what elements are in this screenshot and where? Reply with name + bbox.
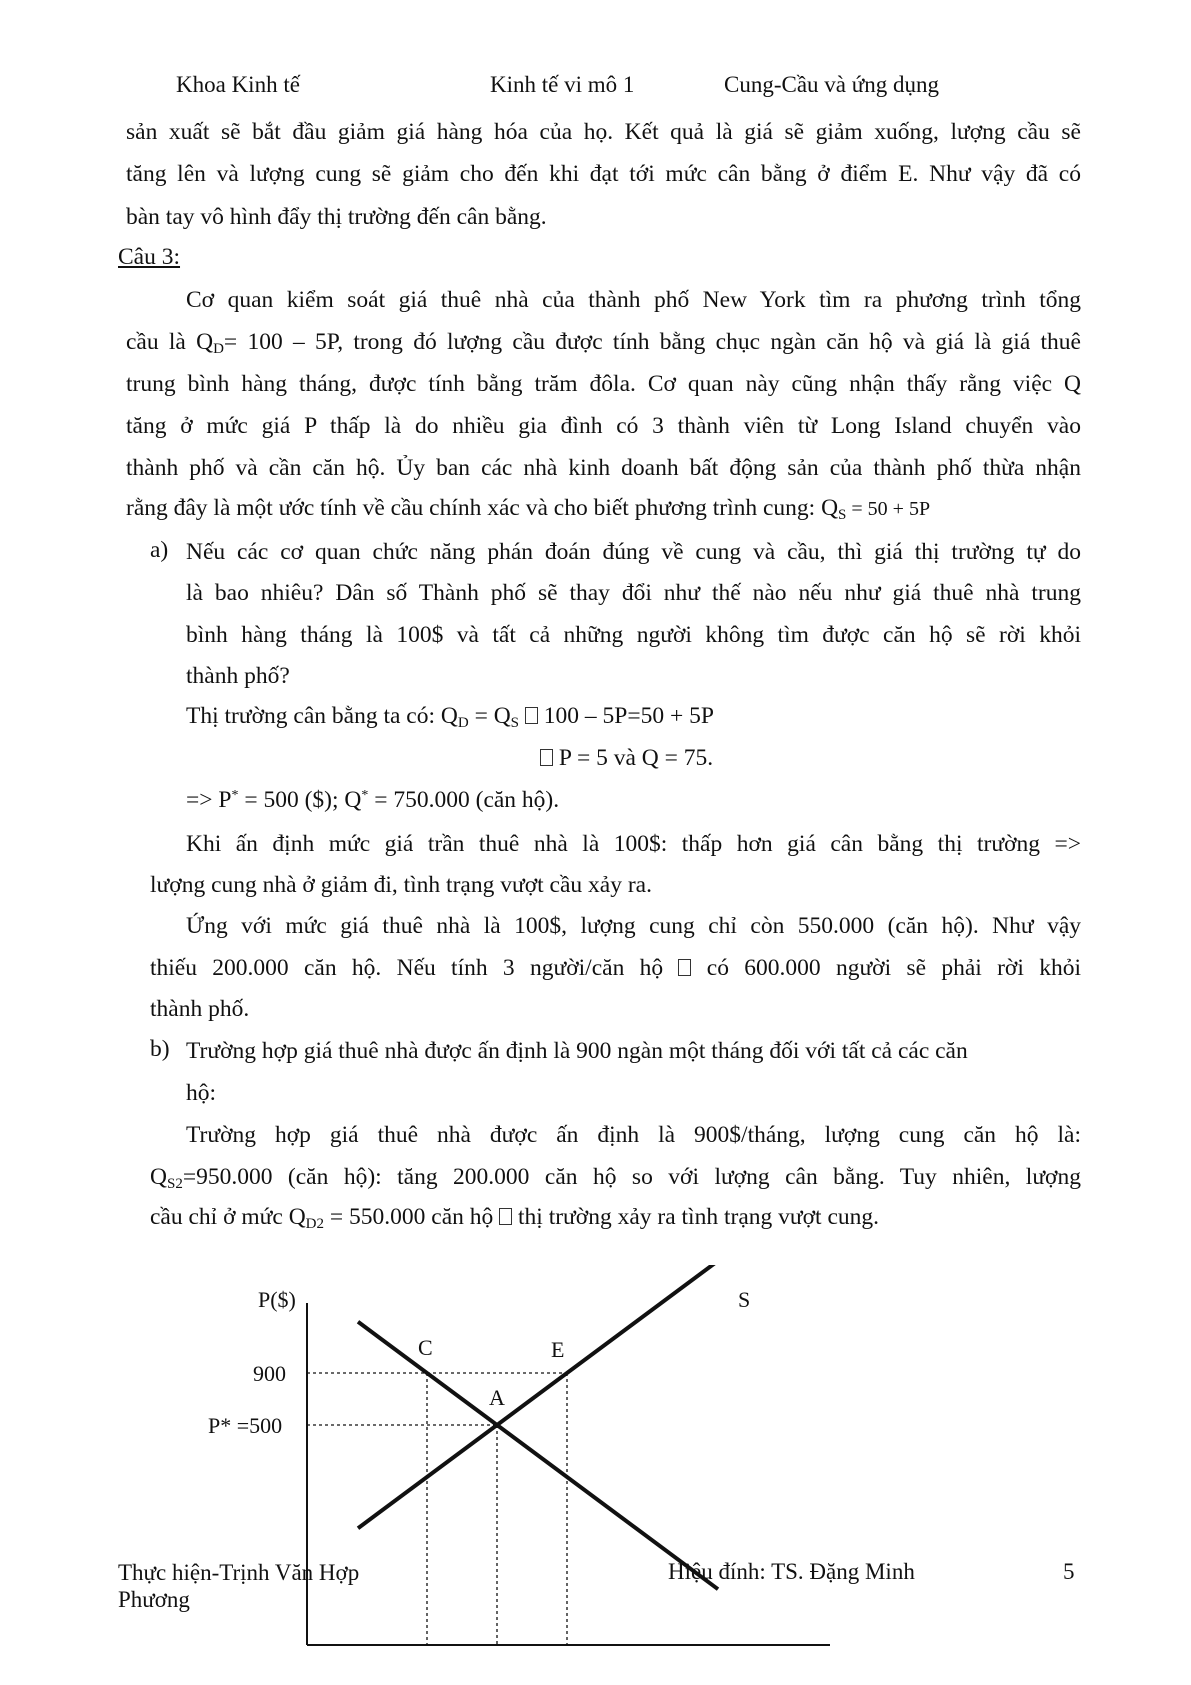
supply-label: S <box>738 1287 751 1312</box>
missing-glyph-box <box>540 749 553 766</box>
footer-author-line-1: Thực hiện-Trịnh Văn Hợp <box>118 1560 360 1585</box>
ceiling-line-5: thành phố. <box>150 996 250 1022</box>
header-center: Kinh tế vi mô 1 <box>490 72 635 97</box>
part-b-question-1: Trường hợp giá thuê nhà được ấn định là 900 ngàn một tháng đối với tất cả các căn <box>186 1038 968 1064</box>
missing-glyph-box <box>499 1208 512 1225</box>
problem-line-4: tăng ở mức giá P thấp là do nhiều gia đình có 3 thành viên từ Long Island chuyển vào <box>126 413 1081 439</box>
equilibrium-result: => P* = 500 ($); Q* = 750.000 (căn hộ). <box>186 787 560 813</box>
missing-glyph-box <box>678 959 691 976</box>
ceiling-line-4: thiếu 200.000 căn hộ. Nếu tính 3 người/căn hộ có 600.000 người sẽ phải rời khỏi <box>150 955 1081 981</box>
part-b-label: b) <box>150 1036 170 1062</box>
problem-line-1: Cơ quan kiểm soát giá thuê nhà của thành phố New York tìm ra phương trình tổng <box>186 287 1081 313</box>
part-b-answer-3: cầu chỉ ở mức $Q_{D2} = 550.000$ căn hộ thị trường xảy ra tình trạng vượt cung. <box>150 1204 879 1232</box>
part-a-label: a) <box>150 537 169 563</box>
ceiling-line-1: Khi ấn định mức giá trần thuê nhà là 100$: thấp hơn giá cân bằng thị trường => <box>186 831 1081 857</box>
question-title: Câu 3: <box>118 244 181 270</box>
demand-curve <box>358 1322 718 1589</box>
y-tick-900: 900 <box>253 1361 286 1386</box>
part-b-answer-1: Trường hợp giá thuê nhà được ấn định là 900$/tháng, lượng cung căn hộ là: <box>186 1122 1081 1148</box>
missing-glyph-box <box>525 707 538 724</box>
footer-author <box>118 1559 359 1613</box>
ceiling-line-3: Ứng với mức giá thuê nhà là 100$, lượng cung chỉ còn 550.000 (căn hộ). Như vậy <box>186 913 1081 939</box>
part-b-question-2: hộ: <box>186 1080 217 1106</box>
intro-line-1: sản xuất sẽ bắt đầu giảm giá hàng hóa của họ. Kết quả là giá sẽ giảm xuống, lượng cầu sẽ <box>126 119 1081 145</box>
ceiling-line-2: lượng cung nhà ở giảm đi, tình trạng vượt cầu xảy ra. <box>150 872 652 898</box>
footer-reviewer: Hiệu đính: TS. Đặng Minh <box>668 1559 915 1584</box>
intro-line-3: bàn tay vô hình đẩy thị trường đến cân bằng. <box>126 204 547 230</box>
point-a-label: A <box>489 1385 505 1410</box>
part-a-question-3: bình hàng tháng là 100$ và tất cả những người không tìm được căn hộ sẽ rời khỏi <box>186 622 1081 648</box>
point-c-label: C <box>418 1335 433 1360</box>
problem-line-6: rằng đây là một ước tính về cầu chính xác và cho biết phương trình cung: $Q_S = 50 + 5P$ <box>126 495 931 523</box>
part-a-question-2: là bao nhiêu? Dân số Thành phố sẽ thay đổi như thế nào nếu như giá thuê nhà trung <box>186 580 1081 606</box>
part-b-answer-2: $Q_{S2}=950.000$ (căn hộ): tăng 200.000 căn hộ so với lượng cân bằng. Tuy nhiên, lượng <box>150 1164 1081 1192</box>
header-right: Cung-Cầu và ứng dụng <box>724 72 939 97</box>
equilibrium-equation: Thị trường cân bằng ta có: $Q_D = Q_S$ 100 – 5P=50 + 5P <box>186 703 714 731</box>
footer-page-number: 5 <box>1063 1559 1075 1584</box>
problem-line-2: cầu là $Q_D= 100 - 5P$, trong đó lượng cầu được tính bằng chục ngàn căn hộ và giá là giá thuê <box>126 329 1081 357</box>
y-axis-label: P($) <box>258 1287 296 1312</box>
supply-curve <box>358 1265 743 1528</box>
y-tick-500: P* =500 <box>208 1413 283 1438</box>
equilibrium-solution: P = 5 và Q = 75. <box>540 745 713 772</box>
supply-demand-chart <box>0 1265 1191 1685</box>
problem-line-3: trung bình hàng tháng, được tính bằng trăm đôla. Cơ quan này cũng nhận thấy rằng việc Q <box>126 371 1081 397</box>
part-a-question-1: Nếu các cơ quan chức năng phán đoán đúng về cung và cầu, thì giá thị trường tự do <box>186 539 1081 565</box>
intro-line-2: tăng lên và lượng cung sẽ giảm cho đến khi đạt tới mức cân bằng ở điểm E. Như vậy đã có <box>126 161 1081 187</box>
point-e-label: E <box>551 1337 565 1362</box>
header-left: Khoa Kinh tế <box>176 72 300 97</box>
part-a-question-4: thành phố? <box>186 663 290 689</box>
problem-line-5: thành phố và cần căn hộ. Ủy ban các nhà kinh doanh bất động sản của thành phố thừa nhận <box>126 455 1081 481</box>
footer-author-line-2: Phương <box>118 1587 190 1612</box>
